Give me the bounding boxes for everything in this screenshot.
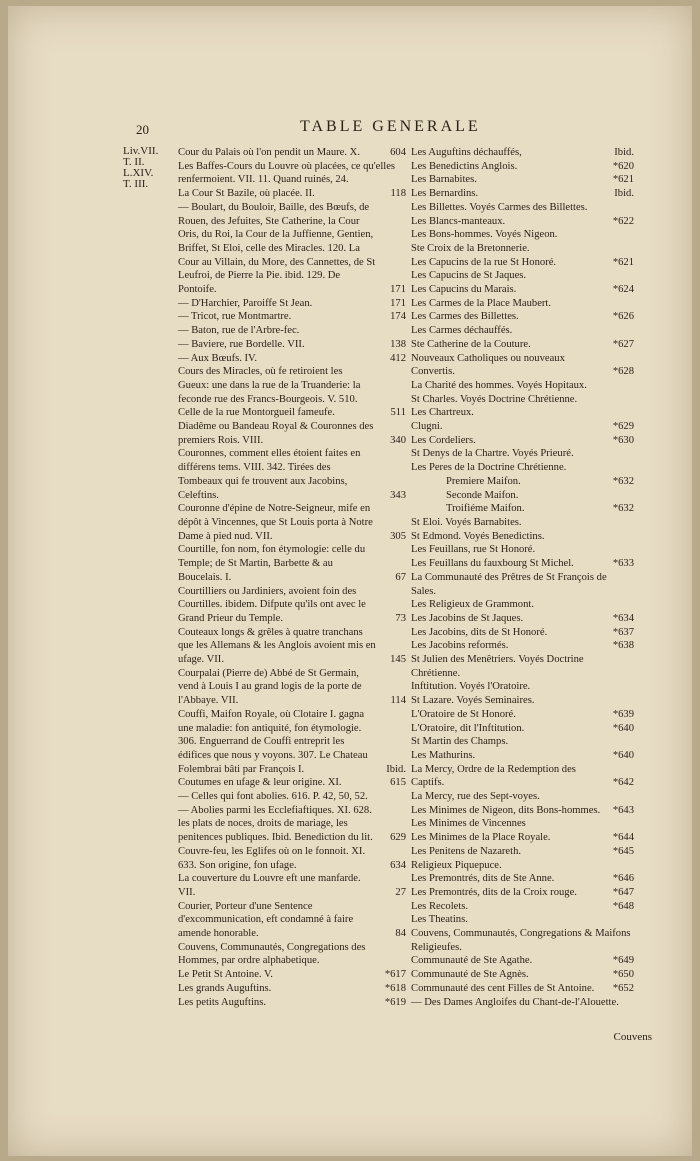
index-entry bbox=[178, 585, 406, 626]
index-entry bbox=[178, 626, 406, 667]
entry-page-ref: 174 bbox=[390, 311, 406, 323]
entry-text: Les Theatins. bbox=[411, 914, 468, 926]
entry-text: Les Minimes de la Place Royale. bbox=[411, 832, 551, 844]
entry-text: Les Auguftins déchauffés, bbox=[411, 147, 522, 158]
entry-text: Communauté de Ste Agathe. bbox=[411, 955, 533, 967]
index-entry bbox=[411, 173, 634, 187]
index-entry bbox=[411, 543, 634, 557]
entry-page-ref: *629 bbox=[612, 421, 634, 433]
entry-text: Les Capucins de la rue St Honoré. bbox=[411, 256, 557, 268]
entry-text: Ste Catherine de la Couture. bbox=[411, 338, 531, 350]
index-entry bbox=[178, 365, 406, 420]
index-entry bbox=[411, 845, 634, 859]
entry-text: Couronnes, comment elles étoient faites en différens tems. VIII. 342. Tirées des Tombeaux qui fe trouvent aux Jacobins, Celeftins. bbox=[178, 448, 361, 501]
index-entry bbox=[178, 187, 406, 201]
entry-text: Couteaux longs & grêles à quatre tranchans que les Allemans & les Anglois avoient mis en ufage. VII. bbox=[178, 626, 376, 666]
index-entry bbox=[411, 406, 634, 420]
entry-text: — Celles qui font abolies. 616. P. 42, 50, 52. bbox=[178, 791, 368, 803]
entry-text: La couverture du Louvre eft une manfarde. VII. bbox=[178, 873, 361, 898]
entry-page-ref: *644 bbox=[612, 832, 634, 844]
index-entry bbox=[411, 352, 634, 379]
entry-text: Les Recolets. bbox=[411, 900, 469, 912]
index-entry bbox=[411, 187, 634, 201]
index-entry bbox=[411, 790, 634, 804]
entry-text: Premiere Maifon. bbox=[446, 475, 521, 487]
entry-page-ref: Ibid. bbox=[614, 147, 634, 158]
entry-text: — Des Dames Angloifes du Chant-de-l'Alouette. bbox=[411, 996, 619, 1008]
entry-page-ref: *620 bbox=[612, 160, 634, 172]
entry-text: Communauté des cent Filles de St Antoine. bbox=[411, 982, 595, 994]
entry-text: Les Jacobins reformés. bbox=[411, 640, 509, 652]
index-entry bbox=[411, 393, 634, 407]
entry-page-ref: *650 bbox=[612, 969, 634, 981]
entry-text: Les Barnabites. bbox=[411, 174, 477, 186]
margin-note: T. III. bbox=[123, 178, 149, 190]
index-entry bbox=[178, 667, 406, 708]
entry-text: Couvens, Communautés, Congregations des Hommes, par ordre alphabetique. bbox=[178, 941, 366, 967]
entry-page-ref: *648 bbox=[612, 900, 634, 912]
entry-page-ref: *649 bbox=[612, 955, 634, 967]
right-column bbox=[411, 146, 634, 1009]
entry-page-ref: *646 bbox=[612, 873, 634, 885]
entry-text: — D'Harchier, Paroiffe St Jean. bbox=[178, 297, 313, 309]
index-entry bbox=[411, 269, 634, 283]
index-entry bbox=[411, 571, 634, 598]
index-entry bbox=[411, 447, 634, 461]
entry-page-ref: *638 bbox=[612, 640, 634, 652]
entry-page-ref: *639 bbox=[612, 708, 634, 720]
entry-text: Les Capucins de St Jaques. bbox=[411, 270, 527, 282]
entry-text: — Baviere, rue Bordelle. VII. bbox=[178, 338, 305, 350]
index-entry bbox=[178, 447, 406, 502]
entry-page-ref: *632 bbox=[612, 475, 634, 487]
index-entry bbox=[411, 242, 634, 256]
index-entry bbox=[178, 708, 406, 777]
entry-text: Les Cordeliers. bbox=[411, 434, 476, 446]
book-page bbox=[8, 6, 692, 1156]
index-entry bbox=[411, 900, 634, 914]
index-entry bbox=[411, 927, 634, 954]
entry-page-ref: *652 bbox=[612, 982, 634, 994]
entry-text: La Charité des hommes. Voyés Hopitaux. bbox=[411, 379, 587, 391]
entry-page-ref: *630 bbox=[612, 434, 634, 446]
index-entry bbox=[178, 324, 406, 338]
index-entry bbox=[178, 543, 406, 584]
entry-page-ref: 511 bbox=[390, 407, 406, 419]
entry-text: Les Premontrés, dits de Ste Anne. bbox=[411, 873, 555, 885]
entry-text: La Mercy, Ordre de la Redemption des Captifs. bbox=[411, 763, 576, 789]
index-entry bbox=[411, 297, 634, 311]
index-entry bbox=[411, 215, 634, 229]
index-entry bbox=[411, 680, 634, 694]
index-entry bbox=[178, 776, 406, 790]
entry-page-ref: 171 bbox=[390, 284, 406, 296]
entry-text: — Baton, rue de l'Arbre-fec. bbox=[178, 325, 300, 337]
entry-page-ref: 340 bbox=[390, 434, 406, 446]
index-entry bbox=[411, 146, 634, 160]
entry-text: St Julien des Menêtriers. Voyés Doctrine Chrétienne. bbox=[411, 654, 584, 679]
index-entry bbox=[411, 722, 634, 736]
index-entry bbox=[411, 557, 634, 571]
entry-text: St Charles. Voyés Doctrine Chrétienne. bbox=[411, 393, 578, 405]
entry-page-ref: *622 bbox=[612, 215, 634, 227]
entry-text: Les Minimes de Vincennes bbox=[411, 818, 526, 830]
entry-page-ref: Ibid. bbox=[386, 763, 406, 775]
entry-page-ref: *626 bbox=[612, 311, 634, 323]
index-entry bbox=[411, 420, 634, 434]
entry-text: St Martin des Champs. bbox=[411, 736, 509, 748]
entry-text: Courpalai (Pierre de) Abbé de St Germain, vend à Louis I au grand logis de la porte de l'Abbaye. VII. bbox=[178, 667, 362, 707]
entry-text: Les Peres de la Doctrine Chrétienne. bbox=[411, 462, 567, 474]
index-entry bbox=[411, 749, 634, 763]
entry-page-ref: 634 bbox=[390, 859, 406, 871]
entry-page-ref: 412 bbox=[390, 352, 406, 364]
entry-page-ref: 171 bbox=[390, 297, 406, 309]
index-entry bbox=[411, 735, 634, 749]
entry-text: Les Premontrés, dits de la Croix rouge. bbox=[411, 886, 577, 898]
entry-page-ref: *621 bbox=[612, 174, 634, 186]
index-entry bbox=[411, 694, 634, 708]
entry-text: Les Chartreux. bbox=[411, 407, 474, 419]
index-entry bbox=[178, 201, 406, 297]
index-entry bbox=[411, 434, 634, 448]
entry-text: St Denys de la Chartre. Voyés Prieuré. bbox=[411, 448, 574, 460]
index-entry bbox=[178, 146, 406, 160]
entry-text: Couronne d'épine de Notre-Seigneur, mife en dépôt à Vincennes, que St Louis porta à Notre Dame à pied nud. VII. bbox=[178, 503, 373, 542]
index-entry bbox=[411, 886, 634, 900]
index-entry bbox=[411, 653, 634, 680]
index-entry bbox=[411, 160, 634, 174]
index-entry bbox=[411, 475, 634, 489]
index-entry bbox=[178, 982, 406, 996]
entry-text: — Aux Bœufs. IV. bbox=[178, 352, 257, 364]
entry-text: Les Blancs-manteaux. bbox=[411, 215, 506, 227]
page-number: 20 bbox=[136, 122, 149, 137]
index-entry bbox=[411, 379, 634, 393]
entry-text: La Mercy, rue des Sept-voyes. bbox=[411, 791, 540, 803]
entry-text: Les Religieux de Grammont. bbox=[411, 599, 534, 611]
index-entry bbox=[178, 968, 406, 982]
index-entry bbox=[178, 872, 406, 899]
catchword: Couvens bbox=[613, 1031, 652, 1043]
entry-text: Couvre-feu, les Eglifes où on le fonnoit. XI. 633. Son origine, fon ufage. bbox=[178, 845, 366, 871]
entry-page-ref: 604 bbox=[390, 147, 406, 158]
index-entry bbox=[411, 530, 634, 544]
margin-note: L.XIV. bbox=[123, 167, 154, 179]
entry-text: Les Capucins du Marais. bbox=[411, 284, 517, 296]
entry-text: Les Jacobins de St Jaques. bbox=[411, 612, 524, 624]
index-entry bbox=[411, 763, 634, 790]
entry-page-ref: *647 bbox=[612, 886, 634, 898]
index-entry bbox=[411, 968, 634, 982]
left-column bbox=[178, 146, 406, 1009]
index-entry bbox=[411, 338, 634, 352]
index-entry bbox=[178, 502, 406, 543]
entry-text: Les Minimes de Nigeon, dits Bons-hommes. bbox=[411, 804, 601, 816]
index-entry bbox=[411, 831, 634, 845]
entry-text: Cour du Palais où l'on pendit un Maure. X. bbox=[178, 147, 360, 158]
index-entry bbox=[178, 941, 406, 968]
index-entry bbox=[178, 338, 406, 352]
entry-text: Couvens, Communautés, Congregations & Maifons Religieufes. bbox=[411, 928, 631, 953]
entry-text: Diadême ou Bandeau Royal & Couronnes des premiers Rois. VIII. bbox=[178, 421, 374, 446]
entry-text: Inftitution. Voyés l'Oratoire. bbox=[411, 681, 531, 693]
index-entry bbox=[178, 297, 406, 311]
index-entry bbox=[411, 859, 634, 873]
entry-text: St Edmond. Voyés Benedictins. bbox=[411, 530, 545, 542]
entry-page-ref: *624 bbox=[612, 284, 634, 296]
entry-page-ref: 305 bbox=[390, 530, 406, 542]
entry-page-ref: 114 bbox=[390, 695, 406, 707]
entry-page-ref: *618 bbox=[384, 982, 406, 994]
entry-text: Les Billettes. Voyés Carmes des Billettes. bbox=[411, 201, 588, 213]
entry-page-ref: *637 bbox=[612, 626, 634, 638]
index-entry bbox=[178, 996, 406, 1010]
margin-note: Liv.VII. bbox=[123, 145, 159, 157]
entry-page-ref: 67 bbox=[395, 571, 406, 583]
index-entry bbox=[411, 639, 634, 653]
entry-text: Les petits Auguftins. bbox=[178, 996, 266, 1008]
entry-text: La Communauté des Prêtres de St François de Sales. bbox=[411, 571, 607, 597]
entry-page-ref: *627 bbox=[612, 338, 634, 350]
entry-page-ref: *634 bbox=[612, 612, 634, 624]
index-entry bbox=[411, 817, 634, 831]
entry-text: Courtille, fon nom, fon étymologie: celle du Temple; de St Martin, Barbette & au Boucelais. I. bbox=[178, 544, 366, 583]
entry-text: Les grands Auguftins. bbox=[178, 982, 272, 994]
entry-page-ref: *632 bbox=[612, 503, 634, 515]
entry-text: Clugni. bbox=[411, 421, 443, 433]
index-entry bbox=[411, 502, 634, 516]
entry-text: St Lazare. Voyés Seminaires. bbox=[411, 695, 535, 707]
entry-text: Les Carmes déchauffés. bbox=[411, 325, 513, 337]
entry-text: Cours des Miracles, où fe retiroient les Gueux: une dans la rue de la Truanderie: la feconde rue des Francs-Bourgeois. V. 510. Celle de la rue Montorgueil fameufe. bbox=[178, 366, 361, 419]
index-entry bbox=[178, 845, 406, 872]
entry-page-ref: 629 bbox=[390, 832, 406, 844]
index-entry bbox=[411, 228, 634, 242]
entry-page-ref: 73 bbox=[395, 612, 406, 624]
entry-page-ref: *628 bbox=[612, 366, 634, 378]
entry-text: Les Carmes des Billettes. bbox=[411, 311, 519, 323]
index-entry bbox=[411, 872, 634, 886]
index-entry bbox=[411, 516, 634, 530]
page-title: TABLE GENERALE bbox=[300, 118, 481, 135]
index-entry bbox=[411, 324, 634, 338]
entry-page-ref: Ibid. bbox=[614, 188, 634, 200]
entry-page-ref: *640 bbox=[612, 749, 634, 761]
entry-page-ref: *640 bbox=[612, 722, 634, 734]
index-entry bbox=[411, 913, 634, 927]
entry-page-ref: *617 bbox=[384, 969, 406, 981]
entry-text: Les Carmes de la Place Maubert. bbox=[411, 297, 552, 309]
entry-page-ref: 145 bbox=[390, 654, 406, 666]
margin-notes bbox=[123, 146, 183, 190]
entry-text: Les Benedictins Anglois. bbox=[411, 160, 518, 172]
entry-text: L'Oratoire de St Honoré. bbox=[411, 708, 516, 720]
entry-text: Troifiéme Maifon. bbox=[446, 503, 525, 515]
entry-page-ref: *619 bbox=[384, 996, 406, 1008]
index-entry bbox=[178, 352, 406, 366]
index-entry bbox=[411, 612, 634, 626]
entry-page-ref: 343 bbox=[390, 489, 406, 501]
entry-page-ref: *645 bbox=[612, 845, 634, 857]
entry-text: Seconde Maifon. bbox=[446, 489, 519, 501]
index-entry bbox=[411, 310, 634, 324]
entry-text: Le Petit St Antoine. V. bbox=[178, 969, 273, 981]
margin-note: T. II. bbox=[123, 156, 145, 168]
entry-text: — Tricot, rue Montmartre. bbox=[178, 311, 292, 323]
entry-page-ref: 138 bbox=[390, 338, 406, 350]
entry-text: La Cour St Bazile, où placée. II. bbox=[178, 188, 315, 200]
entry-page-ref: 27 bbox=[395, 886, 406, 898]
index-entry bbox=[178, 790, 406, 804]
entry-text: Coutumes en ufage & leur origine. XI. bbox=[178, 777, 342, 789]
entry-page-ref: *642 bbox=[612, 777, 634, 789]
entry-text: Ste Croix de la Bretonnerie. bbox=[411, 242, 530, 254]
entry-text: Les Feuillans du fauxbourg St Michel. bbox=[411, 558, 574, 570]
index-entry bbox=[411, 461, 634, 475]
entry-text: — Abolies parmi les Ecclefiaftiques. XI. 628. les plats de noces, droits de mariage, les penitences publiques. Ibid. Benediction du lit. bbox=[178, 804, 373, 844]
entry-text: L'Oratoire, dit l'Inftitution. bbox=[411, 722, 525, 734]
index-entry bbox=[411, 982, 634, 996]
entry-text: Les Baffes-Cours du Louvre où placées, ce qu'elles renfermoient. VII. 11. Quand ruinés, 24. bbox=[178, 160, 396, 186]
entry-page-ref: 118 bbox=[390, 188, 406, 200]
entry-text: Couffi, Maifon Royale, où Clotaire I. gagna une maladie: fon antiquité, fon étymologie. 306. Enguerrand de Couffi entreprit les édifices que nous y voyons. 307. Le Chateau Folembrai bâti par François I. bbox=[178, 708, 368, 775]
index-entry bbox=[411, 489, 634, 503]
entry-text: Nouveaux Catholiques ou nouveaux Convertis. bbox=[411, 352, 565, 378]
entry-text: Les Feuillans, rue St Honoré. bbox=[411, 544, 536, 556]
index-entry bbox=[411, 256, 634, 270]
index-entry bbox=[178, 310, 406, 324]
entry-page-ref: 84 bbox=[395, 928, 406, 940]
index-entry bbox=[411, 954, 634, 968]
index-entry bbox=[411, 708, 634, 722]
entry-text: — Boulart, du Bouloir, Baille, des Bœufs, de Rouen, des Jefuites, Ste Catherine, la Cour Oris, du Roi, la Cour de la Juffienne, Gentien, Briffet, St Eloi, celle des Miracles. 120. La Cour au Villain, du More, des Cannettes, de St Leufroi, de Pierre la Pie. ibid. 129. De Pontoife. bbox=[178, 201, 376, 296]
entry-text: Les Bernardins. bbox=[411, 188, 479, 200]
index-entry bbox=[178, 804, 406, 845]
entry-text: Communauté de Ste Agnès. bbox=[411, 969, 529, 981]
entry-page-ref: *621 bbox=[612, 256, 634, 268]
entry-text: Les Mathurins. bbox=[411, 749, 476, 761]
entry-page-ref: *633 bbox=[612, 558, 634, 570]
index-entry bbox=[178, 420, 406, 447]
entry-text: Les Jacobins, dits de St Honoré. bbox=[411, 626, 548, 638]
entry-text: Les Penitens de Nazareth. bbox=[411, 845, 522, 857]
entry-text: Les Bons-hommes. Voyés Nigeon. bbox=[411, 229, 558, 241]
index-entry bbox=[411, 201, 634, 215]
index-entry bbox=[411, 626, 634, 640]
entry-page-ref: 615 bbox=[390, 777, 406, 789]
index-entry bbox=[411, 598, 634, 612]
entry-text: Courier, Porteur d'une Sentence d'excommunication, eft condamné à faire amende honorable. bbox=[178, 900, 354, 940]
index-entry bbox=[411, 996, 634, 1010]
entry-text: Courtilliers ou Jardiniers, avoient foin des Courtilles. ibidem. Difpute qu'ils ont avec le Grand Prieur du Temple. bbox=[178, 585, 366, 624]
entry-page-ref: *643 bbox=[612, 804, 634, 816]
index-entry bbox=[178, 160, 406, 187]
index-entry bbox=[178, 900, 406, 941]
index-entry bbox=[411, 283, 634, 297]
entry-text: Religieux Piquepuce. bbox=[411, 859, 502, 871]
index-entry bbox=[411, 804, 634, 818]
entry-text: St Eloi. Voyés Barnabites. bbox=[411, 516, 522, 528]
